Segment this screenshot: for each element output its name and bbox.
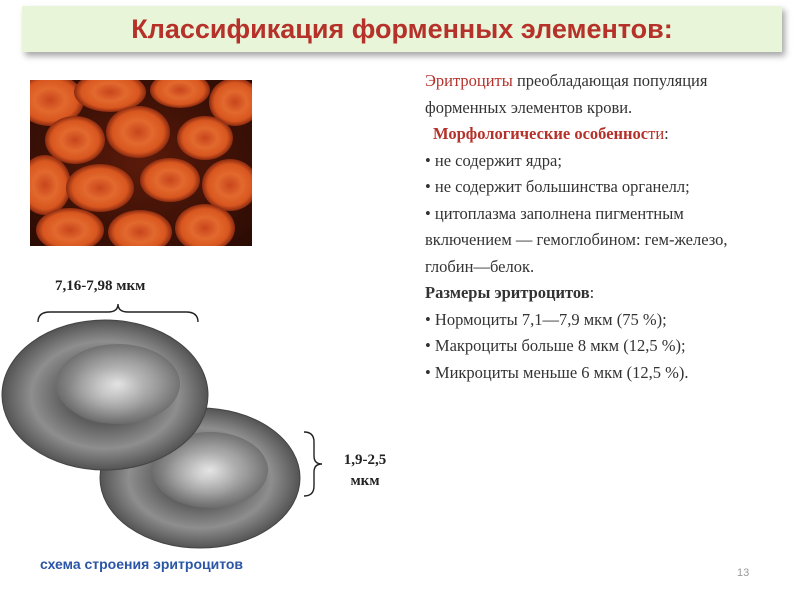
morph-heading-colon: : [664, 124, 669, 143]
intro-paragraph [425, 68, 770, 121]
thickness-label [330, 450, 400, 492]
morph-heading [425, 121, 770, 148]
sizes-heading [425, 280, 770, 307]
erythrocyte-scheme [0, 300, 420, 565]
sizes-heading-text: Размеры эритроцитов [425, 283, 590, 302]
erythrocyte-micrograph [30, 80, 252, 246]
size-microcytes: • Микроциты меньше 6 мкм (12,5 %). [425, 362, 689, 382]
term-erythrocytes: Эритроциты [425, 71, 513, 90]
scheme-caption: схема строения эритроцитов [40, 556, 244, 572]
bullet-hemoglobin: • цитоплазма заполнена пигментным включением — гемоглобином: гем-железо, глобин—белок. [425, 203, 728, 276]
intro-rest: преобладающая популяция форменных элементов крови. [425, 71, 708, 117]
size-macrocytes: • Макроциты больше 8 мкм (12,5 %); [425, 336, 686, 355]
page-number: 13 [737, 567, 750, 579]
thickness-brace [304, 432, 322, 496]
diameter-label: 7,16-7,98 мкм [55, 278, 146, 294]
title-banner [22, 6, 782, 52]
thickness-value: 1,9-2,5 [343, 452, 387, 468]
size-normocytes: • Нормоциты 7,1—7,9 мкм (75 %); [425, 309, 667, 329]
description-text [425, 68, 770, 386]
bullet-no-nucleus: • не содержит ядра; [425, 150, 562, 170]
sizes-heading-colon: : [589, 283, 595, 302]
diameter-brace [38, 304, 198, 322]
slide-title: Классификация форменных элементов: [131, 13, 673, 44]
morph-heading-b: ти [648, 124, 665, 143]
thickness-unit: мкм [350, 473, 380, 489]
bullet-no-organelles: • не содержит большинства органелл; [425, 177, 690, 196]
morph-heading-a: Морфологические особеннос [433, 124, 649, 143]
